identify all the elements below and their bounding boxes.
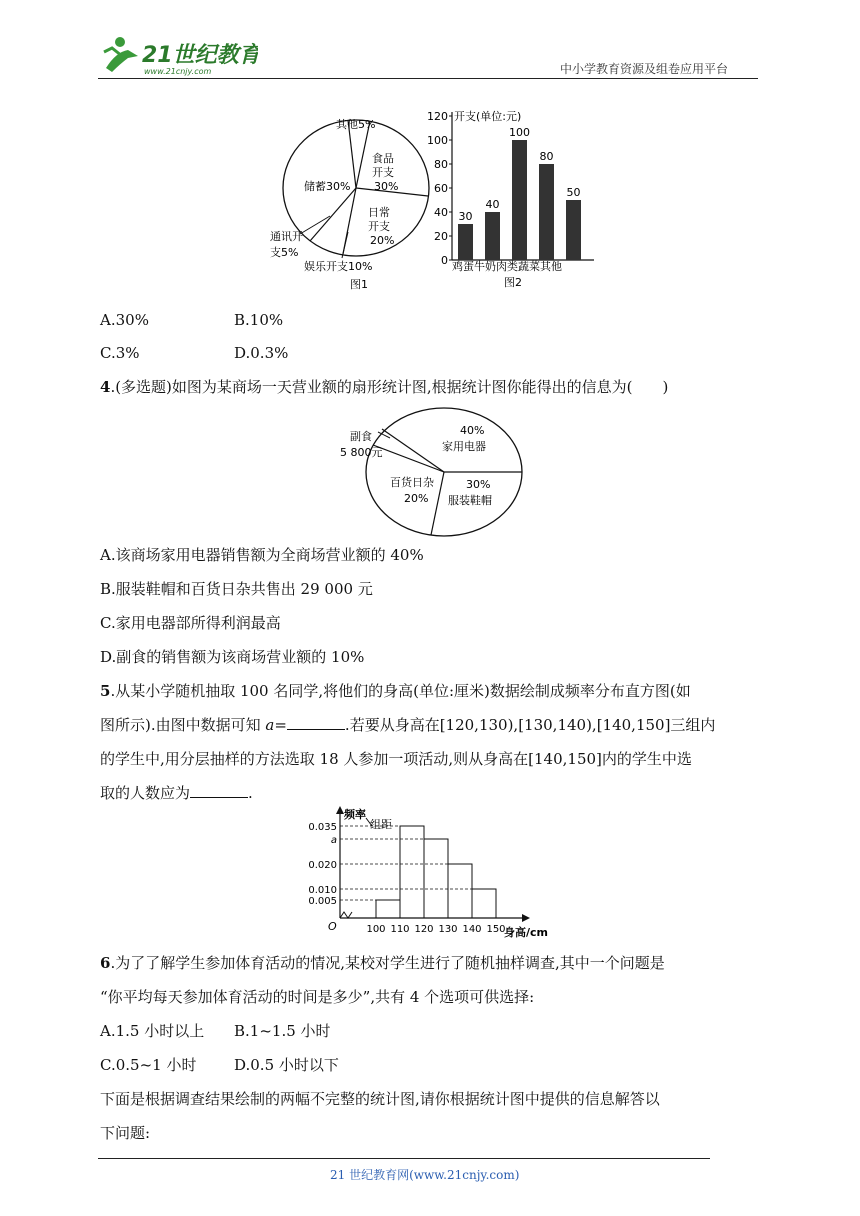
pie1-label-food-1: 食品 [372,152,394,165]
hist-xlabel: 身高/cm [504,926,548,939]
q6-option-d[interactable]: D.0.5 小时以下 [234,1056,339,1074]
bar2-value-label: 80 [539,150,554,163]
bar2-xlabel: 鸡蛋牛奶肉类蔬菜其他 [452,260,562,273]
pie1-label-comm-2: 支5% [270,246,299,259]
pie2-label-pct30: 30% [466,478,491,491]
figure-2-bar [422,104,602,298]
q3-option-a[interactable]: A.30% [100,311,149,329]
q6-line-1: 6.为了了解学生参加体育活动的情况,某校对学生进行了随机抽样调查,其中一个问题是 [100,954,665,972]
q3-option-d[interactable]: D.0.3% [234,344,289,362]
pie1-label-comm-1: 通讯开 [270,230,303,243]
header-divider [98,78,758,79]
pie1-label-daily-3: 20% [370,234,395,247]
q4-stem [100,377,668,397]
footer-divider [98,1158,710,1159]
hist-bar [448,864,472,918]
figure-1-pie [268,104,438,298]
q5-line-2: 图所示).由图中数据可知 a= .若要从身高在[120,130),[130,140),[140,150]三组内 [100,716,716,734]
pie2-label-sideline: 副食 [350,430,372,443]
pie1-label-food-2: 开支 [372,166,394,179]
q6-number: 6 [100,954,111,972]
hist-origin: O [328,920,337,933]
pie1-label-daily-2: 开支 [368,220,390,233]
bar2-bar [539,164,554,260]
bar2-ytick: 20 [434,230,448,243]
hist-ytick: 0.020 [308,860,337,871]
q3-option-c[interactable]: C.3% [100,344,140,362]
pie1-label-other: 其他5% [336,118,376,131]
bar2-bar [485,212,500,260]
hist-xtick: 110 [390,924,410,935]
hist-xtick: 150 [486,924,506,935]
q5-line-3: 的学生中,用分层抽样的方法选取 18 人参加一项活动,则从身高在[140,150]内的学生中选 [100,750,692,768]
q4-pie-chart [336,404,526,544]
q6-line-4: 下问题: [100,1124,151,1142]
bar2-value-label: 30 [458,210,473,223]
bar2-ytick: 100 [427,134,448,147]
q4-option-c[interactable]: C.家用电器部所得利润最高 [100,614,281,632]
q5-number: 5 [100,682,111,700]
q4-option-a[interactable]: A.该商场家用电器销售额为全商场营业额的 40% [100,546,424,564]
bar2-bar [458,224,473,260]
hist-ylabel2: 组距 [370,818,392,831]
bar2-ytick: 0 [441,254,448,267]
bar2-value-label: 50 [566,186,581,199]
q6-option-a[interactable]: A.1.5 小时以上 [100,1022,205,1040]
pie2-label-clothing: 服装鞋帽 [448,494,492,507]
hist-bar [424,839,448,918]
bar2-ytick: 80 [434,158,448,171]
hist-bar [400,826,424,918]
pie1-label-savings: 储蓄30% [304,180,351,193]
bar2-ytick: 40 [434,206,448,219]
q5-histogram [304,806,566,944]
q5-blank-2[interactable] [190,783,248,798]
hist-xtick: 100 [366,924,386,935]
pie1-label-ent: 娱乐开支10% [304,260,373,273]
q5-var-a: a [265,716,275,734]
q3-option-b[interactable]: B.10% [234,311,284,329]
pie2-label-appliance: 家用电器 [442,440,486,453]
pie2-label-pct40: 40% [460,424,485,437]
pie2-label-pct20: 20% [404,492,429,505]
bar2-value-label: 40 [485,198,500,211]
bar2-ylabel: 开支(单位:元) [454,110,522,123]
bar2-ytick: 60 [434,182,448,195]
pie1-label-food-3: 30% [374,180,399,193]
logo-text: 21世纪教育 [142,43,258,68]
q6-line-3: 下面是根据调查结果绘制的两幅不完整的统计图,请你根据统计图中提供的信息解答以 [100,1090,660,1108]
hist-bar [376,900,400,918]
footer-text: 21 世纪教育网(www.21cnjy.com) [330,1168,520,1182]
q6-line-2: “你平均每天参加体育活动的时间是多少”,共有 4 个选项可供选择: [100,988,535,1006]
bar2-bar [512,140,527,260]
platform-title: 中小学教育资源及组卷应用平台 [560,62,729,76]
hist-ytick: 0.010 [308,885,337,896]
fig2-caption: 图2 [504,276,522,289]
hist-bar [472,889,496,918]
q5-blank-1[interactable] [287,715,345,730]
q5-line-4: 取的人数应为 . [100,784,253,802]
logo-url: www.21cnjy.com [144,67,212,76]
q6-option-c[interactable]: C.0.5~1 小时 [100,1056,197,1074]
hist-ytick: 0.005 [308,896,337,907]
hist-ytick: 0.035 [308,822,337,833]
q4-option-b[interactable]: B.服装鞋帽和百货日杂共售出 29 000 元 [100,580,373,598]
hist-ylabel: 频率 [344,808,366,821]
q6-option-b[interactable]: B.1~1.5 小时 [234,1022,331,1040]
bar2-ytick: 120 [427,110,448,123]
q4-option-d[interactable]: D.副食的销售额为该商场营业额的 10% [100,648,365,666]
site-logo [98,34,258,78]
hist-xtick: 140 [462,924,482,935]
bar2-bar [566,200,581,260]
pie2-label-amount: 5 800元 [340,446,383,459]
q4-number: 4 [100,378,111,396]
q4-text: .(多选题)如图为某商场一天营业额的扇形统计图,根据统计图你能得出的信息为( ) [110,378,669,396]
hist-xtick: 130 [438,924,458,935]
hist-ytick: a [330,835,337,846]
bar2-value-label: 100 [509,126,530,139]
q5-line-1: 5.从某小学随机抽取 100 名同学,将他们的身高(单位:厘米)数据绘制成频率分布直方图(如 [100,682,691,700]
hist-xtick: 120 [414,924,434,935]
fig1-caption: 图1 [350,278,368,291]
pie1-label-daily-1: 日常 [368,206,390,219]
pie2-label-daily: 百货日杂 [390,476,434,489]
